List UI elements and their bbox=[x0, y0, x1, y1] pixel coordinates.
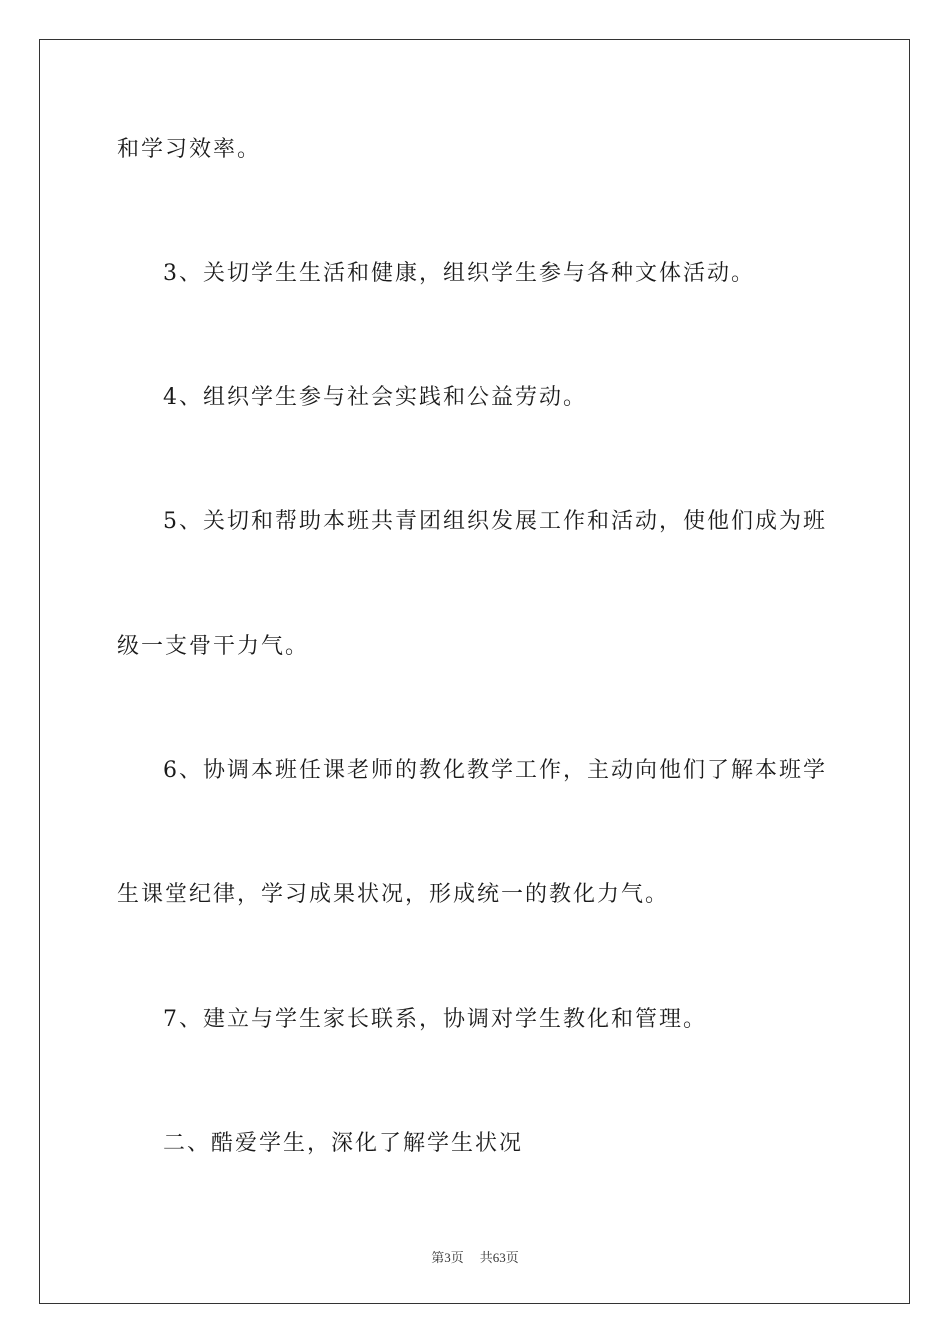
page-frame bbox=[39, 39, 910, 1304]
text-line-5: 级一支骨干力气。 bbox=[117, 634, 310, 659]
page-number: 第3页 bbox=[431, 1250, 464, 1265]
text-line-6: 6、协调本班任课老师的教化教学工作，主动向他们了解本班学 bbox=[163, 758, 827, 783]
page-footer bbox=[0, 1247, 950, 1266]
text-line-8: 7、建立与学生家长联系，协调对学生教化和管理。 bbox=[163, 1007, 707, 1032]
text-line-2: 3、关切学生生活和健康，组织学生参与各种文体活动。 bbox=[163, 261, 755, 286]
text-line-7: 生课堂纪律，学习成果状况，形成统一的教化力气。 bbox=[117, 882, 670, 907]
text-line-4: 5、关切和帮助本班共青团组织发展工作和活动，使他们成为班 bbox=[163, 509, 827, 534]
page-total: 共63页 bbox=[479, 1250, 519, 1265]
text-line-9: 二、酷爱学生，深化了解学生状况 bbox=[163, 1131, 524, 1156]
text-line-1: 和学习效率。 bbox=[117, 137, 262, 162]
text-line-3: 4、组织学生参与社会实践和公益劳动。 bbox=[163, 385, 587, 410]
